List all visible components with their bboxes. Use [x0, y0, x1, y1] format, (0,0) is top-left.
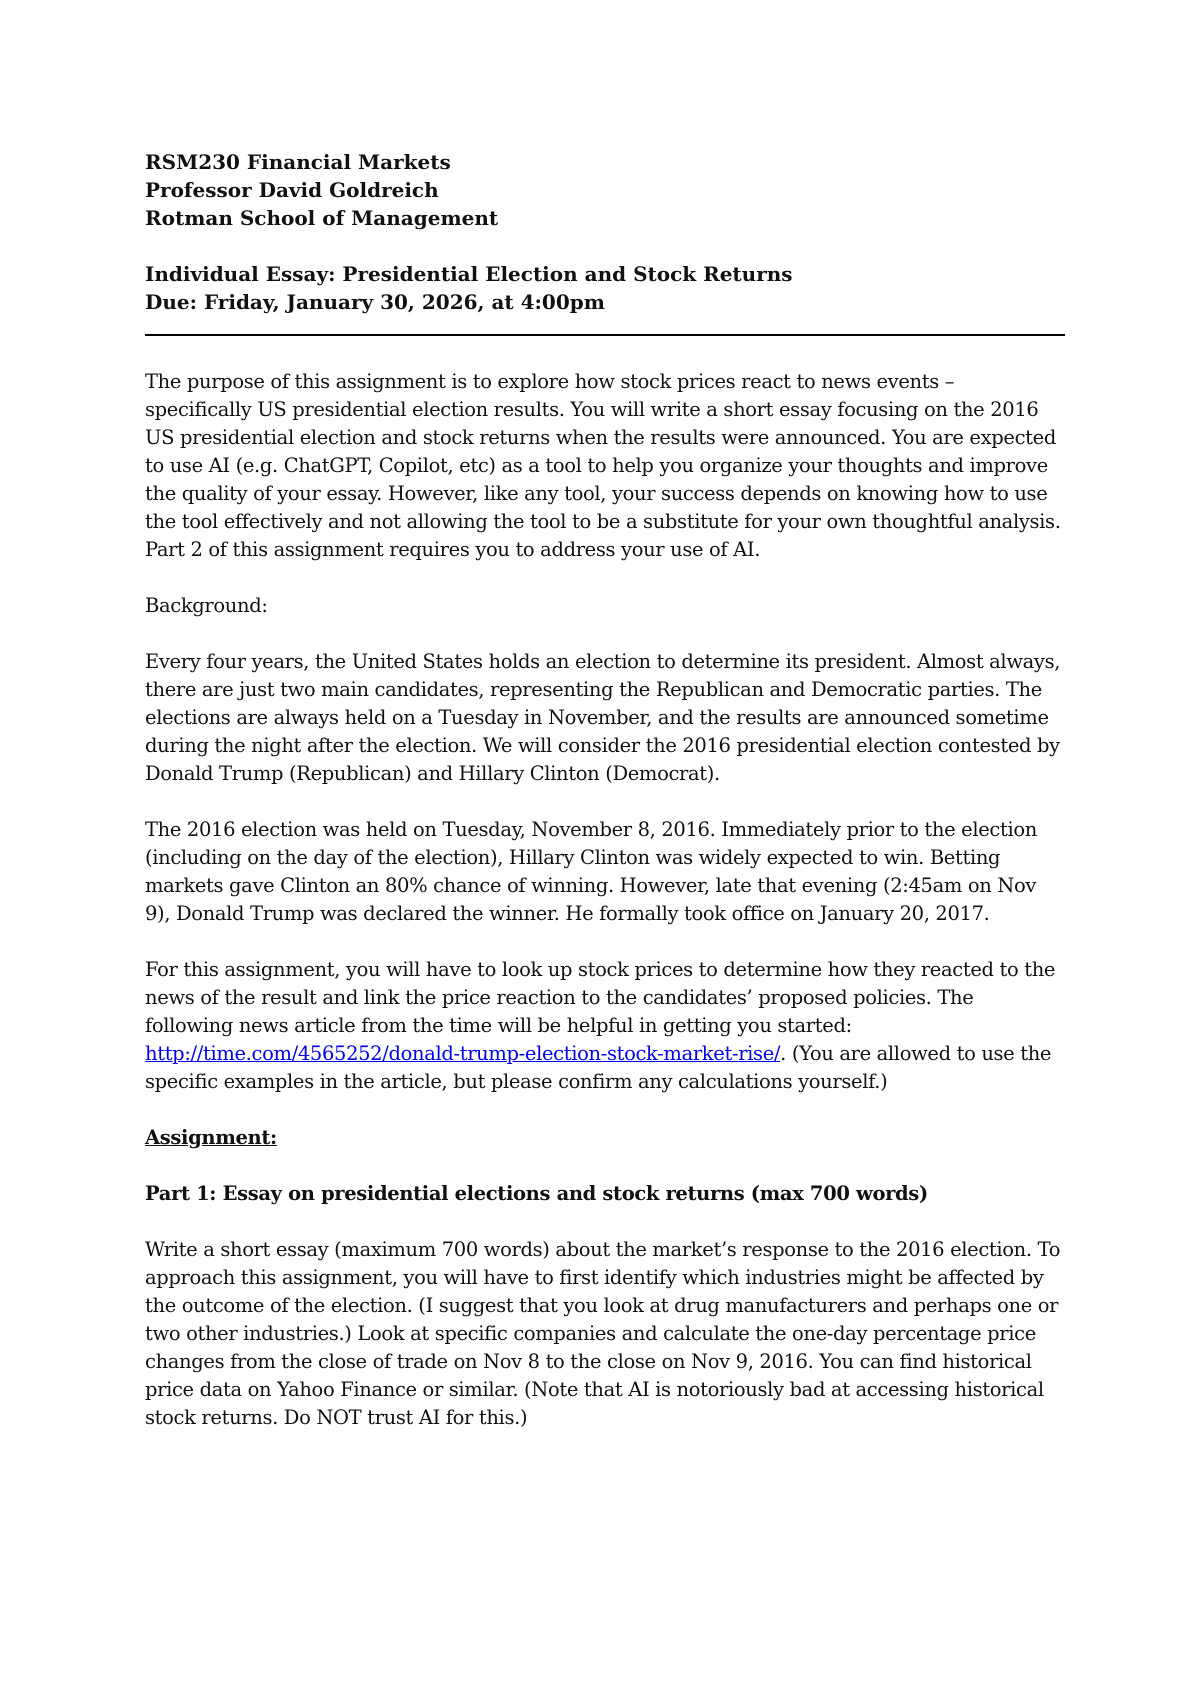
- instructions-text-after-link: . (You are allowed to use the specific examples in the article, but please confirm any calculations yourself.): [145, 1042, 1052, 1093]
- essay-title: Individual Essay: Presidential Election and Stock Returns: [145, 262, 793, 286]
- assignment-heading: Assignment:: [145, 1126, 277, 1149]
- document-header: [145, 148, 1065, 316]
- article-link[interactable]: http://time.com/4565252/donald-trump-election-stock-market-rise/: [145, 1042, 781, 1065]
- background-label: Background:: [145, 594, 268, 617]
- background-paragraph-1: Every four years, the United States holds an election to determine its president. Almost always, there are just two main candidates, representing the Republican and Democratic parties. The elections are always held on a Tuesday in November, and the results are announced sometime during the night after the election. We will consider the 2016 presidential election contested by Donald Trump (Republican) and Hillary Clinton (Democrat).: [145, 650, 1061, 785]
- school-name: Rotman School of Management: [145, 206, 499, 230]
- horizontal-divider: [145, 334, 1065, 336]
- part1-heading: Part 1: Essay on presidential elections and stock returns (max 700 words): [145, 1182, 928, 1205]
- part1-paragraph: Write a short essay (maximum 700 words) about the market’s response to the 2016 election. To approach this assignment, you will have to first identify which industries might be affected by the outcome of the election. (I suggest that you look at drug manufacturers and perhaps one or two other industries.) Look at specific companies and calculate the one-day percentage price changes from the close of trade on Nov 8 to the close on Nov 9, 2016. You can find historical price data on Yahoo Finance or similar. (Note that AI is notoriously bad at accessing historical stock returns. Do NOT trust AI for this.): [145, 1238, 1061, 1429]
- course-title: RSM230 Financial Markets: [145, 150, 451, 174]
- header-spacer: [145, 232, 1065, 260]
- intro-paragraph: The purpose of this assignment is to explore how stock prices react to news events – specifically US presidential election results. You will write a short essay focusing on the 2016 US presidential election and stock returns when the results were announced. You are expected to use AI (e.g. ChatGPT, Copilot, etc) as a tool to help you organize your thoughts and improve the quality of your essay. However, like any tool, your success depends on knowing how to use the tool effectively and not allowing the tool to be a substitute for your own thoughtful analysis. Part 2 of this assignment requires you to address your use of AI.: [145, 370, 1061, 561]
- professor-name: Professor David Goldreich: [145, 178, 439, 202]
- document-page: [145, 148, 1065, 1432]
- due-date: Due: Friday, January 30, 2026, at 4:00pm: [145, 290, 605, 314]
- assignment-instructions-paragraph: [145, 956, 1065, 1096]
- instructions-text: For this assignment, you will have to look up stock prices to determine how they reacted to the news of the result and link the price reaction to the candidates’ proposed policies. The following news article from the time will be helpful in getting you started:: [145, 958, 1056, 1037]
- background-paragraph-2: The 2016 election was held on Tuesday, November 8, 2016. Immediately prior to the election (including on the day of the election), Hillary Clinton was widely expected to win. Betting markets gave Clinton an 80% chance of winning. However, late that evening (2:45am on Nov 9), Donald Trump was declared the winner. He formally took office on January 20, 2017.: [145, 818, 1037, 925]
